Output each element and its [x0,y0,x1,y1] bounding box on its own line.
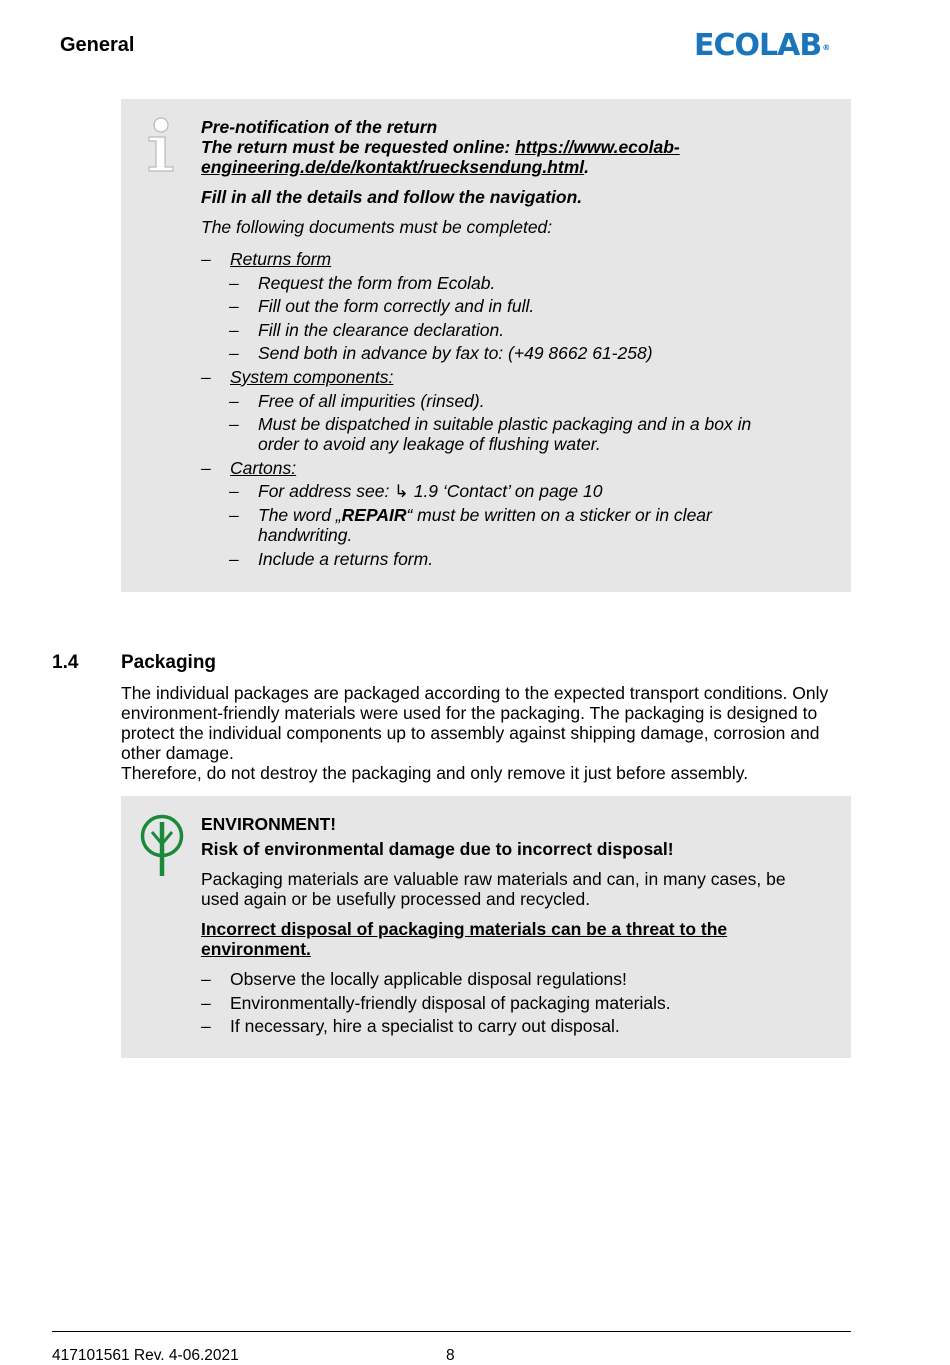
dash: – [229,504,239,525]
dash: – [229,296,239,317]
logo-registered-mark: ® [822,43,830,52]
pre-notification-box [121,99,851,592]
list-item [201,549,811,569]
dash: – [201,366,211,387]
list-item-text: Send both in advance by fax to: (+49 8662 61-258) [258,343,653,364]
ecolab-logo [694,30,828,62]
dash: – [229,548,239,569]
dash: – [229,319,239,340]
packaging-paragraph: The individual packages are packaged according to the expected transport conditions. Only environment-friendly materials were used for the packaging. The packaging is designed to protect the individual components up to assembly against shipping damage, corrosion and other damage. [121,683,829,763]
info-icon [145,117,177,178]
list-item-text: Free of all impurities (rinsed). [258,390,485,411]
environment-content [201,814,811,1040]
return-url-link-part1[interactable]: https://www.ecolab- [515,137,680,157]
cartons-label: Cartons: [230,457,297,478]
dash: – [201,969,211,989]
environment-label: ENVIRONMENT! [201,814,337,834]
list-item-text: Include a returns form. [258,548,434,569]
list-item-text: Fill in the clearance declaration. [258,319,505,340]
tree-icon [139,814,185,883]
online-request-prefix: The return must be requested online: [201,137,516,157]
page-header-title: General [60,34,135,56]
list-item-cartons [201,458,811,478]
environment-body: Packaging materials are valuable raw materials and can, in many cases, be used again or be usefully processed and recycled. [201,869,786,909]
disposal-list [201,969,811,1036]
dash: – [201,1016,211,1037]
repair-pre-text: The word „ [258,504,342,525]
environment-warning: Incorrect disposal of packaging materials can be a threat to the environment. [201,919,728,959]
footer-divider [52,1331,851,1332]
return-url-link-part2[interactable]: engineering.de/de/kontakt/ruecksendung.html [201,157,585,177]
list-item [201,1016,811,1036]
pre-notification-content [201,117,811,572]
fill-in-instruction: Fill in all the details and follow the navigation. [201,187,583,207]
returns-form-label: Returns form [230,249,332,269]
contact-cross-reference-link[interactable]: 1.9 ‘Contact’ on page 10 [408,481,603,502]
list-item [201,391,811,411]
footer-document-number: 417101561 Rev. 4-06.2021 [52,1347,239,1364]
cross-reference-arrow-icon: ↳ [394,481,409,502]
repair-word: REPAIR [341,504,407,525]
packaging-therefore: Therefore, do not destroy the packaging and only remove it just before assembly. [121,763,749,783]
dash: – [229,481,239,502]
dash: – [201,457,211,478]
dash: – [229,414,239,435]
list-item [201,993,811,1013]
list-item-text: Environmentally-friendly disposal of packaging materials. [230,992,671,1013]
list-item-text: Observe the locally applicable disposal regulations! [230,969,627,989]
environment-risk: Risk of environmental damage due to incorrect disposal! [201,839,674,859]
list-item [201,343,811,363]
list-item-returns-form [201,249,811,269]
section-number: 1.4 [52,652,79,673]
dash: – [201,249,211,269]
list-item [201,320,811,340]
list-item-text: Fill out the form correctly and in full. [258,296,535,317]
address-prefix: For address see: [258,481,395,502]
list-item-text: If necessary, hire a specialist to carry out disposal. [230,1016,620,1037]
list-item [201,505,811,545]
list-item [201,296,811,316]
list-item [201,481,811,501]
documents-list [201,249,811,569]
footer-page-number: 8 [446,1347,455,1364]
dash: – [229,390,239,411]
environment-box [121,796,851,1058]
section-body [121,683,851,783]
dash: – [229,343,239,364]
list-item [201,273,811,293]
logo-text: ECOLAB [694,28,822,63]
documents-intro: The following documents must be completed: [201,217,553,237]
online-request-text [201,137,811,177]
list-item-text: Must be dispatched in suitable plastic packaging and in a box in order to avoid any leakage of flushing water. [258,414,752,455]
list-item [201,969,811,989]
repair-post-text: “ must be written on a sticker or in clear handwriting. [258,504,712,545]
section-title: Packaging [121,652,217,673]
list-item [201,414,811,454]
system-components-label: System components: [230,366,394,387]
list-item-text: Request the form from Ecolab. [258,272,496,293]
url-suffix: . [584,157,589,177]
pre-notification-heading: Pre-notification of the return [201,117,438,137]
dash: – [229,272,239,293]
dash: – [201,992,211,1013]
list-item-system-components [201,367,811,387]
